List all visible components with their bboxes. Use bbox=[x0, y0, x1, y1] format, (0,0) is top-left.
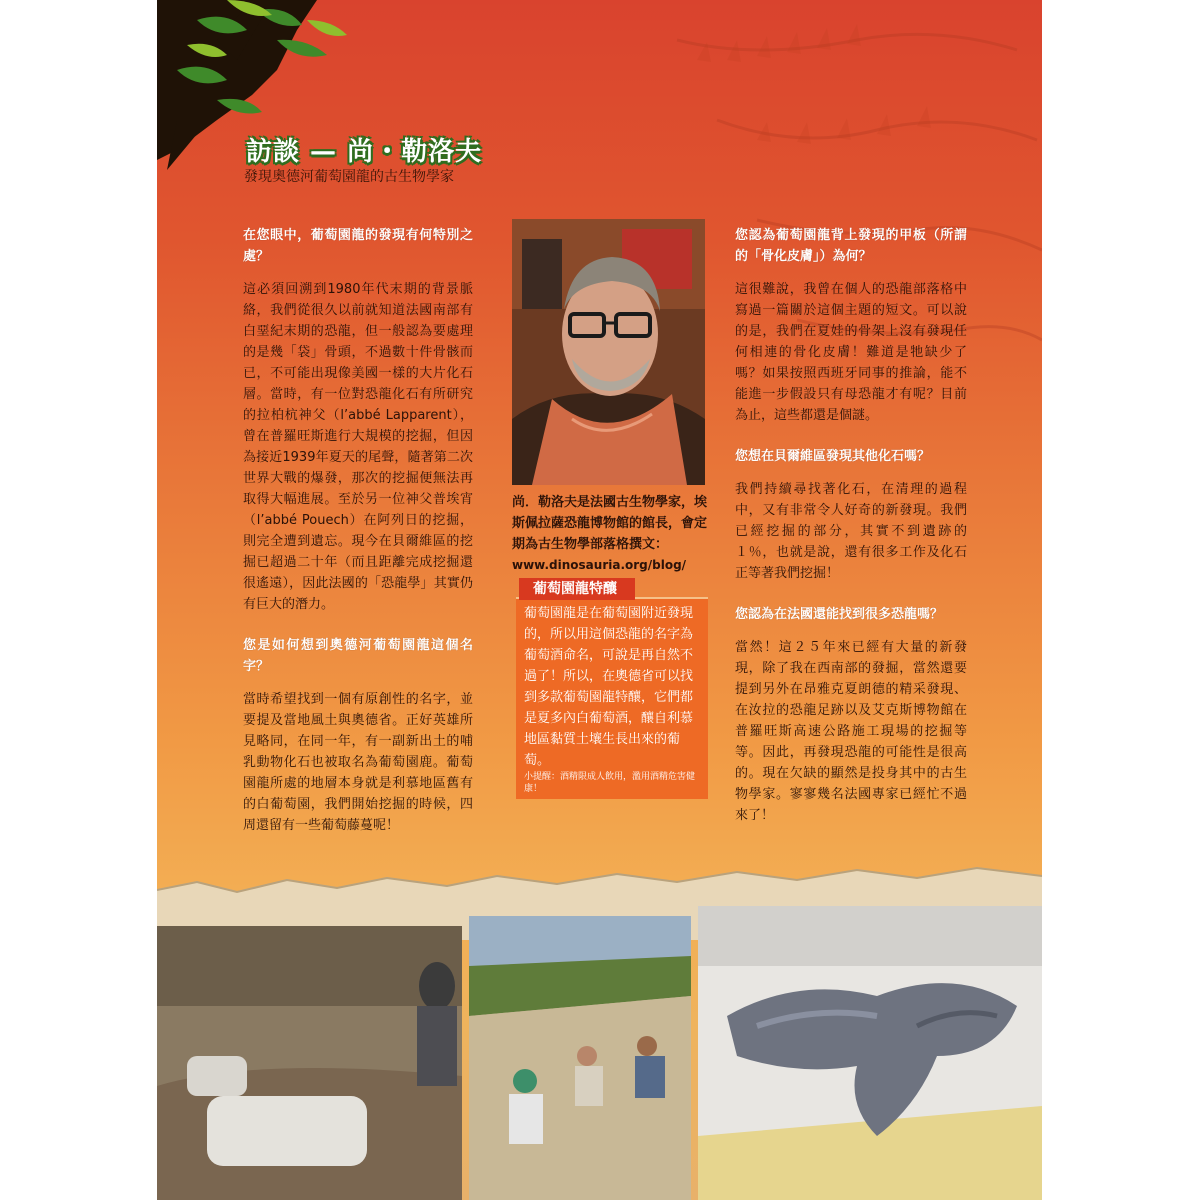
answer-paragraph: 當然！這２５年來已經有大量的新發現，除了我在西南部的發掘，當然還要提到另外在昂雅克夏朗德的精采發現、在汝拉的恐龍足跡以及艾克斯博物館在普羅旺斯高速公路施工現場的挖掘等等。因此，再發現恐龍的可能性是很高的。現在欠缺的顯然是投身其中的古生物學家。寥寥幾名法國專家已經忙不過來了！ bbox=[735, 640, 967, 823]
interview-title: 訪談 — 尚・勒洛夫 bbox=[246, 137, 483, 167]
answer-paragraph: 這很難說，我曾在個人的恐龍部落格中寫過一篇關於這個主題的短文。可以說的是，我們在夏娃的骨架上沒有發現任何相連的骨化皮膚！難道是牠缺少了嗎？如果按照西班牙同事的推論，能不能進一步假設只有母恐龍才有呢？目前為止，這些都還是個謎。 bbox=[735, 282, 967, 423]
question-heading: 您認為葡萄園龍背上發現的甲板（所謂的「骨化皮膚」）為何？ bbox=[735, 228, 967, 264]
wine-sidebar-text: 葡萄園龍是在葡萄園附近發現的，所以用這個恐龍的名字為葡萄酒命名，可說是再自然不過了！所以，在奧德省可以找到多款葡萄園龍特釀，它們都是夏多內白葡萄酒，釀自利慕地區黏質土壤生長出來的葡萄。 bbox=[524, 606, 694, 768]
caption-text: 尚．勒洛夫是法國古生物學家，埃斯佩拉薩恐龍博物館的館長，會定期為古生物學部落格撰文： bbox=[512, 495, 708, 552]
left-column bbox=[243, 225, 473, 856]
excavation-photo-1 bbox=[157, 926, 462, 1200]
alcohol-warning-note: 小提醒：酒精限成人飲用，濫用酒精危害健康！ bbox=[524, 772, 696, 794]
blog-link[interactable]: www.dinosauria.org/blog/ bbox=[512, 558, 687, 572]
excavation-photo-strip bbox=[157, 906, 1042, 1200]
right-column bbox=[735, 225, 967, 846]
portrait-caption bbox=[512, 492, 712, 576]
interview-subtitle: 發現奧德河葡萄園龍的古生物學家 bbox=[244, 169, 454, 185]
portrait-photo bbox=[512, 219, 705, 485]
question-heading: 您認為在法國還能找到很多恐龍嗎？ bbox=[735, 607, 944, 622]
answer-paragraph: 我們持續尋找著化石，在清理的過程中，又有非常令人好奇的新發現。我們已經挖掘的部分，其實不到遺跡的１％，也就是說，還有很多工作及化石正等著我們挖掘！ bbox=[735, 482, 967, 581]
question-heading: 您是如何想到奧德河葡萄園龍這個名字？ bbox=[243, 638, 473, 674]
question-heading: 在您眼中，葡萄園龍的發現有何特別之處？ bbox=[243, 228, 473, 264]
fossil-bone-photo bbox=[698, 906, 1042, 1200]
excavation-photo-2 bbox=[469, 916, 691, 1200]
wine-sidebar-title: 葡萄園龍特釀 bbox=[519, 578, 635, 600]
question-heading: 您想在貝爾維區發現其他化石嗎？ bbox=[735, 449, 931, 464]
answer-paragraph: 當時希望找到一個有原創性的名字，並要提及當地風土與奧德省。正好英雄所見略同，在同一年，有一副新出土的哺乳動物化石也被取名為葡萄園鹿。葡萄園龍所處的地層本身就是利慕地區舊有的白葡萄園，我們開始挖掘的時候，四周還留有一些葡萄藤蔓呢！ bbox=[243, 692, 473, 833]
answer-paragraph: 這必須回溯到1980年代末期的背景脈絡，我們從很久以前就知道法國南部有白堊紀末期的恐龍，但一般認為要處理的是幾「袋」骨頭，不過數十件骨骸而已，不可能出現像美國一樣的大片化石層。當時，有一位對恐龍化石有所研究的拉柏杭神父（l’abbé Lapparent），曾在普羅旺斯進行大規模的挖掘，但因為接近1939年夏天的尾聲，隨著第二次世界大戰的爆發，那次的挖掘便無法再取得大幅進展。至於另一位神父普埃宵（l’abbé Pouech）在阿列日的挖掘，則完全遭到遺忘。現今在貝爾維區的挖掘已超過二十年（而且距離完成挖掘還很遙遠），因此法國的「恐龍學」其實仍有巨大的潛力。 bbox=[243, 282, 473, 612]
